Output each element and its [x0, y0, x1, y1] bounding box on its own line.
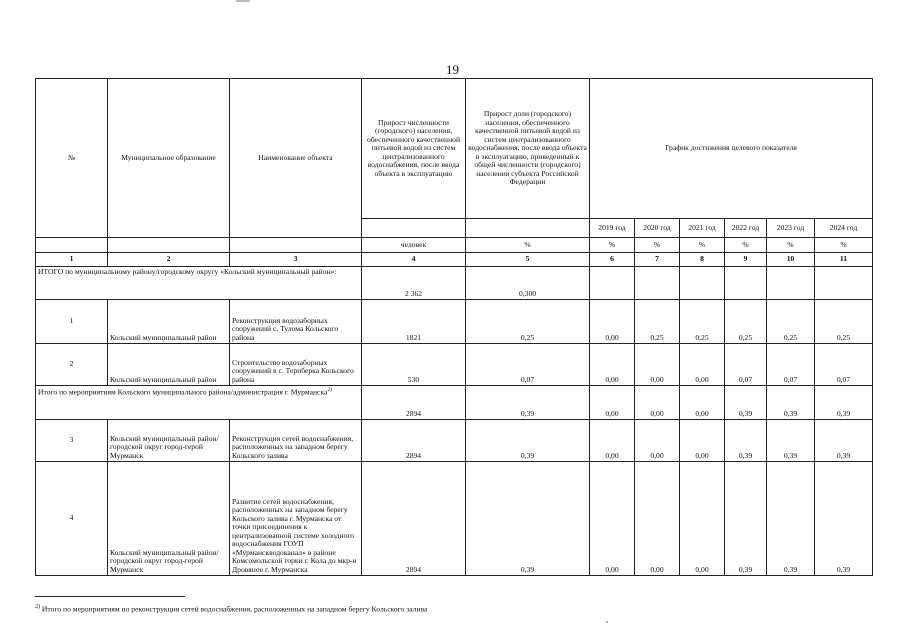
- col-number: 11: [815, 253, 873, 267]
- unit-percent: %: [725, 238, 767, 253]
- row-population: 2894: [362, 420, 466, 462]
- row-object: Строительство водозаборных сооружений в с. Териберка Кольского района: [230, 344, 362, 386]
- header-empty: [362, 219, 466, 238]
- row-2023: 0,25: [767, 300, 815, 344]
- row-municipality: Кольский муниципальный район: [108, 300, 230, 344]
- row-2021: 0,00: [680, 420, 725, 462]
- row-2023: 0,07: [767, 344, 815, 386]
- row-2019: 0,00: [590, 462, 635, 576]
- unit-percent: %: [635, 238, 680, 253]
- total-label: [36, 386, 362, 420]
- col-number: 2: [108, 253, 230, 267]
- row-2019: 0,00: [590, 420, 635, 462]
- table-row-total-murmansk: [36, 386, 873, 420]
- page-number: 19: [446, 62, 459, 77]
- row-number: 3: [36, 420, 108, 462]
- row-share: 0,39: [466, 420, 590, 462]
- header-number: №: [36, 79, 108, 238]
- row-2024: 0,39: [815, 420, 873, 462]
- total-2019: 0,00: [590, 386, 635, 420]
- row-2021: 0,00: [680, 344, 725, 386]
- header-object-name: Наименование объекта: [230, 79, 362, 238]
- col-number: 3: [230, 253, 362, 267]
- year-2020: 2020 год: [635, 219, 680, 238]
- header-schedule: График достижения целевого показателя: [590, 79, 873, 219]
- unit-empty: [36, 238, 108, 253]
- header-row: [36, 79, 873, 219]
- row-2021: 0,00: [680, 462, 725, 576]
- scan-speck: [606, 621, 608, 623]
- empty-cell: [680, 267, 725, 300]
- target-indicator-table: [35, 78, 873, 576]
- header-municipality: Муниципальное образование: [108, 79, 230, 238]
- row-object: Развитие сетей водоснабжения, расположенных на западном берегу Кольского залива г. Мурманска от точки присоединения к централизованной системе холодного водоснабжения ГОУП «Мурманскводоканал» в районе Комсомольской горки г. Кола до мкр-н Дровяное г. Мурманска: [230, 462, 362, 576]
- year-2021: 2021 год: [680, 219, 725, 238]
- col-number: 6: [590, 253, 635, 267]
- row-number: 1: [36, 300, 108, 344]
- unit-percent: %: [680, 238, 725, 253]
- row-number: 2: [36, 344, 108, 386]
- col-number: 5: [466, 253, 590, 267]
- col-number: 8: [680, 253, 725, 267]
- row-number: 4: [36, 462, 108, 576]
- unit-empty: [108, 238, 230, 253]
- row-share: 0,25: [466, 300, 590, 344]
- row-2023: 0,39: [767, 462, 815, 576]
- year-2019: 2019 год: [590, 219, 635, 238]
- col-number: 7: [635, 253, 680, 267]
- empty-cell: [590, 267, 635, 300]
- empty-cell: [767, 267, 815, 300]
- row-population: 530: [362, 344, 466, 386]
- row-population: 1821: [362, 300, 466, 344]
- row-2020: 0,00: [635, 462, 680, 576]
- total-2023: 0,39: [767, 386, 815, 420]
- total-population: 2 362: [362, 267, 466, 300]
- header-share-growth: Прирост доли (городского) населения, обеспеченного качественной питьевой водой из систем централизованного водоснабжения, после ввода объекта в эксплуатацию, приведенный к общей численности (городского) населения субъекта Российской Федерации: [466, 79, 590, 219]
- unit-percent: %: [590, 238, 635, 253]
- footnote-divider: [35, 596, 185, 597]
- total-2020: 0,00: [635, 386, 680, 420]
- unit-people: человек: [362, 238, 466, 253]
- units-row: [36, 238, 873, 253]
- row-2022: 0,07: [725, 344, 767, 386]
- row-municipality: Кольский муниципальный район/городской округ город-герой Мурманск: [108, 420, 230, 462]
- row-2019: 0,00: [590, 300, 635, 344]
- table-row-total-kola: [36, 267, 873, 300]
- unit-percent: %: [466, 238, 590, 253]
- header-population-growth: Прирост численности (городского) населения, обеспеченного качественной питьевой водой из систем централизованного водоснабжения, после ввода объекта в эксплуатацию: [362, 79, 466, 219]
- col-number: 9: [725, 253, 767, 267]
- table-row: [36, 300, 873, 344]
- row-2022: 0,39: [725, 420, 767, 462]
- row-2022: 0,25: [725, 300, 767, 344]
- row-2024: 0,39: [815, 462, 873, 576]
- row-2020: 0,00: [635, 344, 680, 386]
- table-row: [36, 420, 873, 462]
- unit-percent: %: [767, 238, 815, 253]
- total-population: 2894: [362, 386, 466, 420]
- year-2023: 2023 год: [767, 219, 815, 238]
- column-numbers-row: [36, 253, 873, 267]
- total-2024: 0,39: [815, 386, 873, 420]
- row-object: Реконструкция сетей водоснабжения, расположенных на западном берегу Кольского залива: [230, 420, 362, 462]
- year-2022: 2022 год: [725, 219, 767, 238]
- row-2024: 0,07: [815, 344, 873, 386]
- empty-cell: [725, 267, 767, 300]
- row-2023: 0,39: [767, 420, 815, 462]
- unit-empty: [230, 238, 362, 253]
- row-2021: 0,25: [680, 300, 725, 344]
- unit-percent: %: [815, 238, 873, 253]
- scan-mark: [236, 0, 250, 2]
- table-row: [36, 462, 873, 576]
- row-population: 2894: [362, 462, 466, 576]
- row-share: 0,07: [466, 344, 590, 386]
- row-share: 0,39: [466, 462, 590, 576]
- row-2020: 0,00: [635, 420, 680, 462]
- row-object: Реконструкция водозаборных сооружений с. Тулома Кольского района: [230, 300, 362, 344]
- footnote: [35, 604, 427, 614]
- header-empty: [466, 219, 590, 238]
- year-2024: 2024 год: [815, 219, 873, 238]
- col-number: 1: [36, 253, 108, 267]
- total-share: 0,300: [466, 267, 590, 300]
- total-label: ИТОГО по муниципальному району/городскому округу «Кольский муниципальный район»:: [36, 267, 362, 300]
- row-2020: 0,25: [635, 300, 680, 344]
- col-number: 10: [767, 253, 815, 267]
- total-label-text: Итого по мероприятиям Кольского муниципального района/администрация г. Мурманска: [38, 387, 328, 397]
- footnote-marker: 2): [35, 604, 40, 610]
- total-share: 0,39: [466, 386, 590, 420]
- col-number: 4: [362, 253, 466, 267]
- row-municipality: Кольский муниципальный район/городской округ город-герой Мурманск: [108, 462, 230, 576]
- total-2021: 0,00: [680, 386, 725, 420]
- total-2022: 0,39: [725, 386, 767, 420]
- row-2024: 0,25: [815, 300, 873, 344]
- row-municipality: Кольский муниципальный район: [108, 344, 230, 386]
- table-row: [36, 344, 873, 386]
- empty-cell: [635, 267, 680, 300]
- row-2019: 0,00: [590, 344, 635, 386]
- footnote-ref: 2): [327, 387, 332, 393]
- footnote-text: Итого по мероприятиям по реконструкция сетей водоснабжения, расположенных на западном берегу Кольского залива: [41, 604, 428, 614]
- row-2022: 0,39: [725, 462, 767, 576]
- empty-cell: [815, 267, 873, 300]
